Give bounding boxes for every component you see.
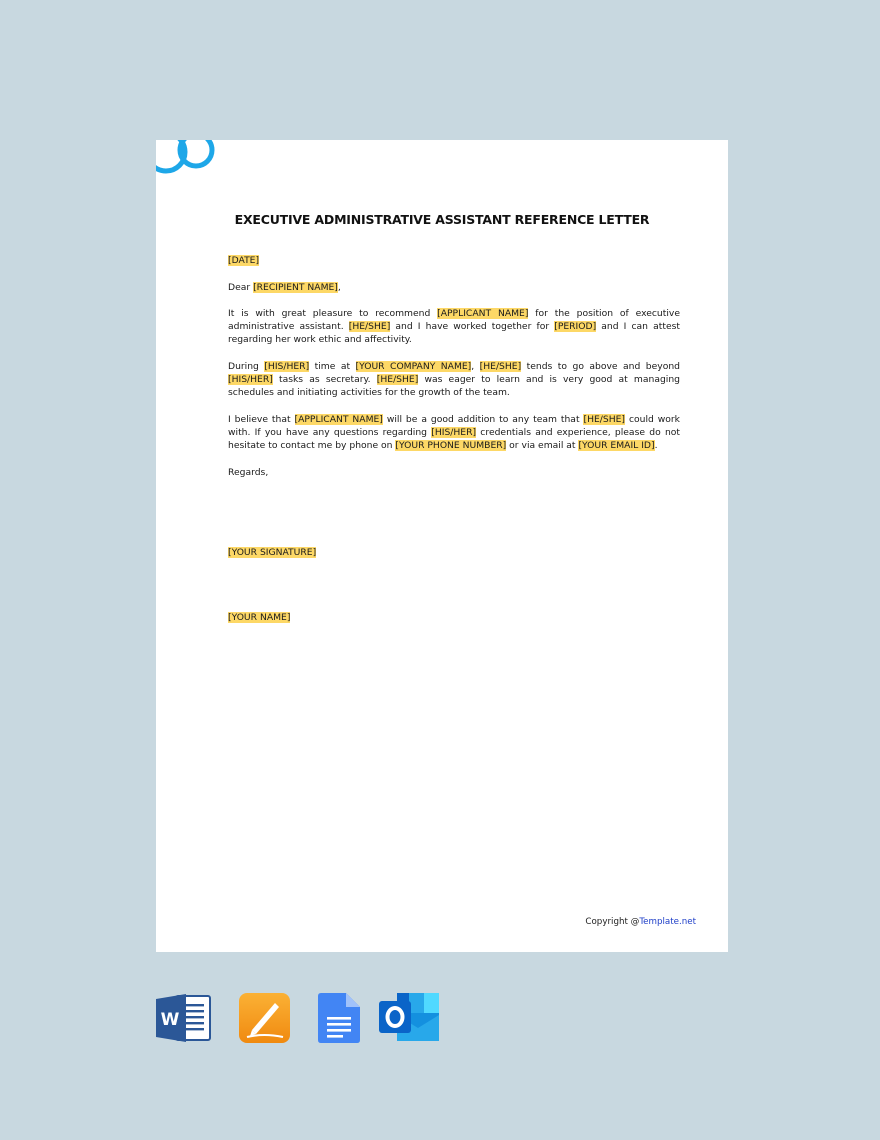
p2-text: , <box>471 360 480 372</box>
he-she-placeholder: [HE/SHE] <box>583 413 626 425</box>
applicant-name-placeholder: [APPLICANT NAME] <box>437 308 529 320</box>
date-placeholder: [DATE] <box>228 255 260 266</box>
p3-text: credentials and experience, please do not hesitate to contact me by phone on <box>228 426 681 451</box>
he-she-placeholder: [HE/SHE] <box>376 374 419 386</box>
svg-text:W: W <box>160 1010 180 1030</box>
your-name-placeholder: [YOUR NAME] <box>228 612 291 623</box>
p3-text: could work with. If you have any questions regarding <box>228 413 680 438</box>
p2-text: tends to go above and beyond <box>521 360 680 372</box>
company-name-placeholder: [YOUR COMPANY NAME] <box>355 360 472 372</box>
p3-text: . <box>654 439 658 451</box>
signature-placeholder: [YOUR SIGNATURE] <box>228 547 317 558</box>
p1-text: and I have worked together for <box>390 321 555 333</box>
period-placeholder: [PERIOD] <box>554 321 597 333</box>
p3-text: will be a good addition to any team that <box>382 413 584 425</box>
word-icon[interactable] <box>156 993 212 1043</box>
letter-body <box>228 254 680 492</box>
outlook-icon[interactable] <box>379 993 439 1043</box>
he-she-placeholder: [HE/SHE] <box>479 360 522 372</box>
his-her-placeholder: [HIS/HER] <box>431 426 477 438</box>
paragraph-1 <box>228 307 680 346</box>
recipient-placeholder: [RECIPIENT NAME] <box>253 281 338 293</box>
p1-text: It is with great pleasure to recommend <box>228 308 438 320</box>
email-id-placeholder: [YOUR EMAIL ID] <box>578 439 655 451</box>
applicant-name-placeholder: [APPLICANT NAME] <box>294 413 383 425</box>
template-logo-icon <box>156 140 226 190</box>
document-page <box>156 140 728 952</box>
pages-icon[interactable] <box>239 993 291 1043</box>
p3-text: I believe that <box>228 413 295 425</box>
copyright <box>585 917 696 927</box>
salutation-end: , <box>337 281 341 293</box>
paragraph-2 <box>228 360 680 399</box>
p3-text: or via email at <box>506 439 579 451</box>
p1-text: and I can attest regarding her work ethic and affectivity. <box>228 321 681 346</box>
google-docs-icon[interactable] <box>318 993 360 1043</box>
p1-text: for the position of executive administrative assistant. <box>228 308 680 333</box>
document-title: EXECUTIVE ADMINISTRATIVE ASSISTANT REFERENCE LETTER <box>234 212 650 227</box>
copyright-prefix: Copyright @ <box>585 917 640 927</box>
p2-text: was eager to learn and is very good at managing schedules and initiating activities for the growth of the team. <box>228 374 680 399</box>
he-she-placeholder: [HE/SHE] <box>348 321 391 333</box>
his-her-placeholder: [HIS/HER] <box>228 374 273 386</box>
p2-text: During <box>228 360 265 372</box>
template-net-link[interactable]: Template.net <box>639 917 696 927</box>
his-her-placeholder: [HIS/HER] <box>264 360 310 372</box>
salutation <box>228 281 680 294</box>
p2-text: time at <box>309 360 356 372</box>
phone-number-placeholder: [YOUR PHONE NUMBER] <box>395 439 507 451</box>
paragraph-3 <box>228 413 680 452</box>
p2-text: tasks as secretary. <box>272 374 377 386</box>
salutation-text: Dear <box>228 281 254 293</box>
closing: Regards, <box>228 466 269 478</box>
